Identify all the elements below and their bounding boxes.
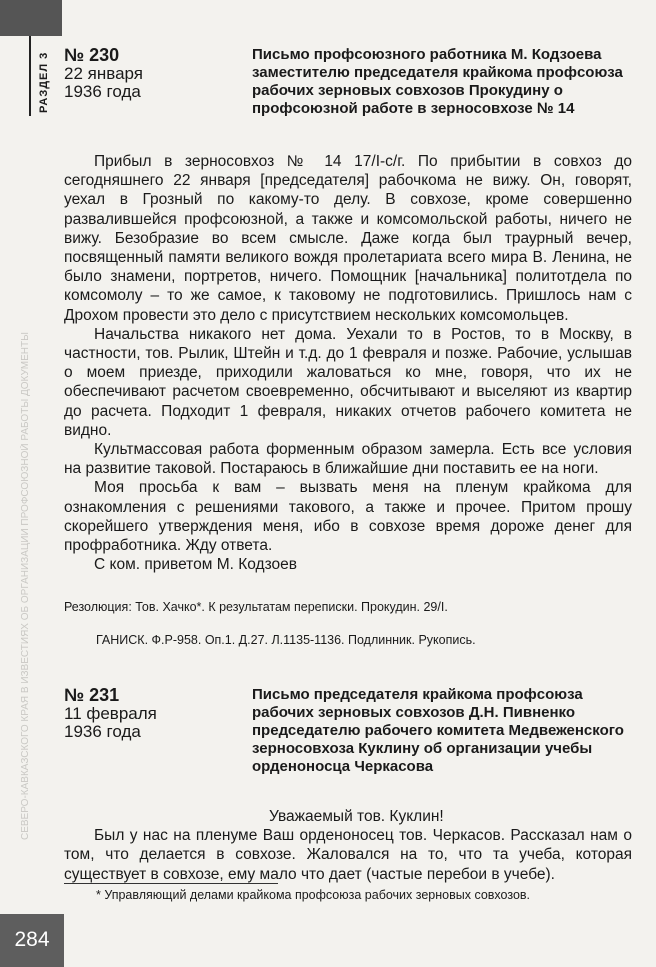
page-corner-tab	[0, 0, 62, 36]
doc-231-paragraph: Был у нас на пленуме Ваш орденоносец тов. Черкасов. Рассказал нам о том, что делается в совхозе. Жаловался на то, что та учеба, которая существует в совхозе, ему мало что дает (частые перебои в учебе).	[64, 827, 632, 883]
doc-230-paragraph: Начальства никакого нет дома. Уехали то в Ростов, то в Москву, в частности, тов. Рылик, Штейн и т.д. до 1 февраля и позже. Рабочие, услышав о моем приезде, приходили жаловаться ко мне, говоря, что их не обеспечивают расчетом своевременно, обсчитывают и выселяют из квартир до расчета. Подходит 1 февраля, никаких отчетов рабочего комитета не видно.	[64, 325, 632, 439]
doc-230-archive-ref: ГАНИСК. Ф.Р-958. Оп.1. Д.27. Л.1135-1136. Подлинник. Рукопись.	[96, 633, 476, 647]
doc-231-title: Письмо председателя крайкома профсоюза рабочих зерновых совхозов Д.Н. Пивненко председателю рабочего комитета Медвеженского зерносовхоза Куклину об организации учебы орденоносца Черкасова	[252, 686, 624, 775]
doc-231-header	[64, 686, 157, 741]
doc-230-year: 1936 года	[64, 82, 141, 101]
doc-231-year: 1936 года	[64, 722, 141, 741]
doc-230-body	[64, 152, 632, 574]
doc-231-number: № 231	[64, 685, 120, 705]
footnote: * Управляющий делами крайкома профсоюза рабочих зерновых совхозов.	[96, 888, 531, 902]
section-label: РАЗДЕЛ 3	[38, 51, 50, 113]
doc-230-title: Письмо профсоюзного работника М. Кодзоева заместителю председателя крайкома профсоюза рабочих зерновых совхозов Прокудину о профсоюзной работе в зерносовхозе № 14	[252, 46, 623, 117]
section-marker	[29, 36, 31, 116]
doc-230-paragraph: Моя просьба к вам – вызвать меня на пленум крайкома для ознакомления с решениями такового, а также и прочее. Притом прошу скорейшего утверждения меня, ибо в совхозе время дороже денег для профработника. Жду ответа.	[64, 479, 632, 555]
doc-230-paragraph: Культмассовая работа форменным образом замерла. Есть все условия на развитие таковой. Постараюсь в ближайшие дни поставить ее на ноги.	[64, 441, 632, 478]
bleed-through-text: СЕВЕРО-КАВКАЗСКОГО КРАЯ В ИЗВЕСТИЯХ ОБ ОРГАНИЗАЦИИ ПРОФСОЮЗНОЙ РАБОТЫ ДОКУМЕНТЫ	[20, 332, 31, 840]
doc-230-date: 22 января	[64, 64, 143, 83]
doc-230-signature: С ком. приветом М. Кодзоев	[94, 556, 297, 574]
doc-231-greeting: Уважаемый тов. Куклин!	[269, 808, 444, 825]
doc-230-paragraph: Прибыл в зерносовхоз № 14 17/I-с/г. По прибытии в совхоз до сегодняшнего 22 января [председателя] рабочкома не вижу. Он, говорят, уехал в Грозный по какому-то делу. В совхозе, кроме совершенно развалившейся профсоюзной, а также и комсомольской работы, ничего не вижу. Безобразие во всем смысле. Даже когда был траурный вечер, посвященный памяти великого вождя пролетариата всего мира В. Ленина, не было знамени, портретов, ничего. Помощник [начальника] политотдела по комсомолу – то же самое, к таковому не подготовились. Пришлось нам с Дрохом провести это дело с присутствием нескольких комсомольцев.	[64, 153, 632, 324]
doc-231-date: 11 февраля	[64, 704, 157, 723]
doc-230-resolution: Резолюция: Тов. Хачко*. К результатам переписки. Прокудин. 29/I.	[64, 600, 448, 614]
page-number: 284	[14, 928, 50, 951]
footnote-rule	[64, 883, 278, 884]
doc-230-header	[64, 46, 143, 101]
doc-230-number: № 230	[64, 45, 120, 65]
doc-231-body	[64, 807, 632, 884]
